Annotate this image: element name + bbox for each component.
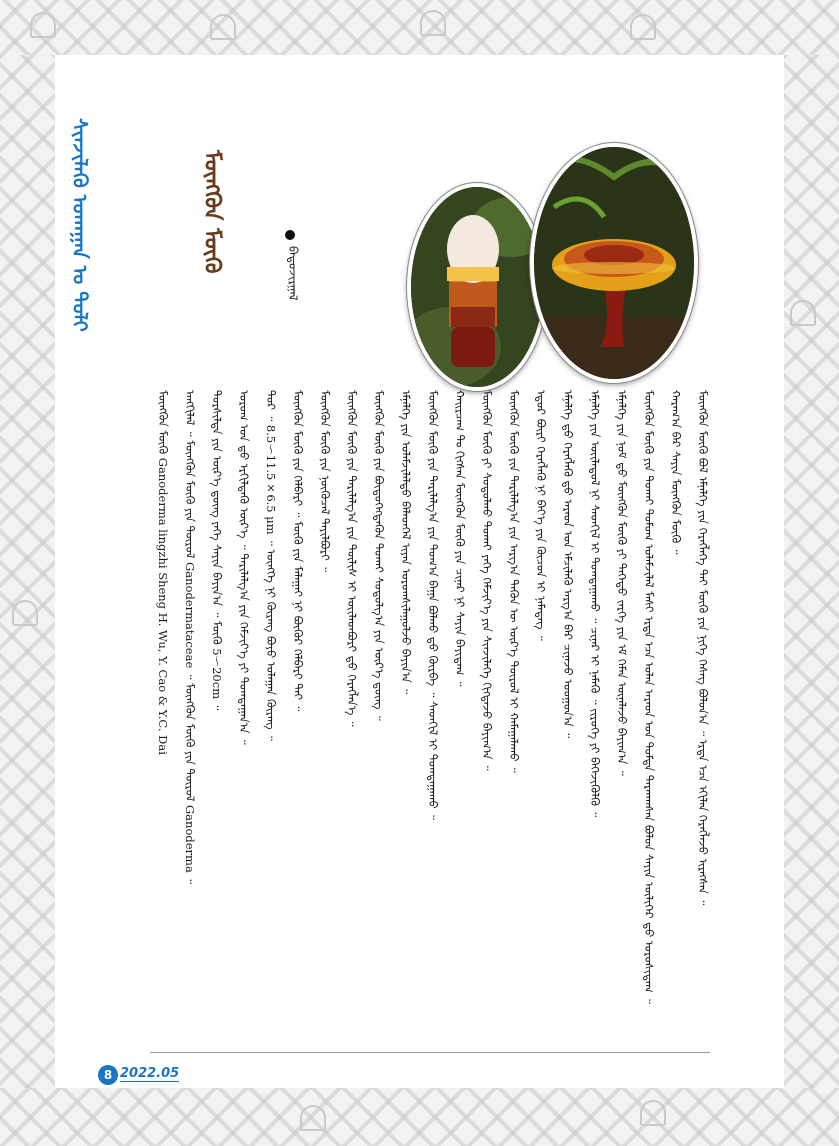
photo-young-mushroom (407, 183, 547, 391)
divider (150, 1052, 710, 1053)
mature-lingzhi-icon (534, 147, 694, 379)
issue-date: 2022.05 (120, 1066, 180, 1081)
text-column: ᠬᠠᠷᠠᠭ᠎ᠠ ᠪᠠᠷ ᠰᠠᠶᠢᠨ ᠮᠥᠩᠭᠦᠨ ᠮᠥᠭᠦ ᠃ (669, 390, 683, 555)
mushroom-icon (630, 14, 656, 40)
mushroom-icon (790, 300, 816, 326)
mushroom-icon (300, 1105, 326, 1131)
text-column: ᠠᠩᠭᠢᠯᠠᠯ ᠃ ᠮᠥᠩᠭᠦᠨ ᠮᠥᠭᠦ ᠶᠢᠨ ᠲᠥᠷᠥᠯ Ganodermataceae ᠃ ᠮᠥᠩᠭᠦᠨ ᠮᠥᠭᠦ ᠶᠢᠨ ᠲᠥᠷᠥᠯ Ganoderma ᠃ (183, 390, 197, 885)
photo-mature-mushroom (530, 143, 698, 383)
text-column: ᠮᠥᠩᠭᠦᠨ ᠮᠥᠭᠦ ᠶᠢᠨ ᠬᠡᠯᠪᠡᠷᠢ ᠃ ᠮᠥᠭᠦ ᠶᠢᠨ ᠮᠠᠯᠠᠭᠠᠢ ᠨᠢ ᠪᠦᠭᠦᠷ ᠬᠡᠯᠪᠡᠷᠢ ᠲᠡᠢ ᠃ (291, 390, 305, 712)
text-column: ᠮᠥᠩᠭᠦᠨ ᠮᠥᠭᠦ ᠶᠢᠨ ᠨᠦᠬᠦᠴᠡᠯ ᠲᠠᠶᠢᠯᠪᠤᠷᠢ ᠃ (318, 390, 332, 572)
text-column: ᠳᠤᠷ ᠃ 8.5～11.5×6.5 μm ᠃ ᠥᠩᠭᠡ ᠨᠢ ᠬᠦᠷᠡᠩ ᠪᠤᠶᠤ ᠤᠯᠠᠭᠠᠨ ᠬᠦᠷᠡᠩ ᠃ (264, 390, 278, 741)
mushroom-icon (12, 600, 38, 626)
border-right (784, 55, 839, 1088)
text-column: ᠡᠳᠦᠷ ᠪᠦᠷᠢ ᠬᠡᠷᠡᠭᠯᠡᠬᠦ ᠨᠢ ᠪᠡᠶ᠎ᠡ ᠶᠢᠨ ᠬᠦᠴᠦᠨ ᠢ ᠨᠡᠮᠡᠳᠡᠭ ᠃ (534, 390, 548, 641)
text-column: ᠡᠮᠨᠡᠯᠭᠡ ᠶᠢᠨ ᠨᠣᠮ ᠳ᠋ᠤ ᠮᠥᠩᠭᠦᠨ ᠮᠥᠭᠦ ᠶᠢ ᠳᠡᠭᠡᠳᠦ ᠵᠡᠷᠭᠡ ᠶᠢᠨ ᠡᠮ ᠬᠡᠮᠡᠨ ᠦᠨᠡᠯᠡᠵᠦ ᠪᠠᠶᠢᠭ᠎ᠠ ᠃ (615, 390, 629, 776)
bullet-icon (285, 230, 295, 240)
border-left (0, 55, 55, 1088)
mushroom-icon (210, 14, 236, 40)
border-bottom (0, 1088, 839, 1146)
text-column: ᠮᠥᠩᠭᠦᠨ ᠮᠥᠭᠦ ᠶᠢᠨ ᠪᠦᠲᠦᠭᠡᠭᠳᠡᠬᠦᠨ ᠲᠤᠬᠠᠢ ᠰᠤᠳᠤᠯᠭ᠎ᠠ ᠶᠢᠨ ᠦᠷ᠎ᠡ ᠳ᠋ᠦᠩ ᠃ (372, 390, 386, 721)
mushroom-icon (420, 10, 446, 36)
text-column: ᠡᠮᠨᠡᠯᠭᠡ ᠶᠢᠨ ᠤᠯᠠᠮᠵᠢᠯᠠᠯᠲᠤ ᠪᠡᠯᠡᠳᠬᠡᠯ ᠢᠶᠡᠨ ᠤᠷᠤᠭᠰᠢᠯᠠᠭᠤᠯᠵᠤ ᠪᠠᠶᠢᠨ᠎ᠠ ᠃ (399, 390, 413, 694)
text-column: ᠮᠥᠩᠭᠦᠨ ᠮᠥᠭᠦ Ganoderma lingzhi Sheng H. Wu, Y. Cao & Y.C. Dai (156, 390, 170, 755)
article-title: ᠮᠥᠩᠭᠦᠨ ᠮᠥᠭᠦ (199, 150, 224, 274)
text-column: ᠮᠥᠩᠭᠦᠨ ᠮᠥᠭᠦ ᠶᠢ ᠰᠤᠳᠤᠯᠬᠤ ᠲᠤᠬᠠᠶ ᠶᠡᠬᠡ ᠬᠡᠮᠵᠢᠶ᠎ᠡ ᠶᠢᠨ ᠰᠢᠨᠵᠢᠯᠡᠭᠡ ᠬᠢᠭᠳᠡᠵᠦ ᠪᠠᠶᠢᠭ᠎ᠠ ᠃ (480, 390, 494, 771)
author-name: ᠪᠠᠲᠤᠵᠢᠷᠭᠠᠯ (286, 246, 300, 301)
section-tag: ᠰᠢᠨᠵᠢᠯᠡᠬᠦ ᠤᠬᠠᠭᠠᠨ ᠤ ᠲᠣᠯᠢ (68, 118, 92, 332)
text-column: ᠤᠷᠤᠭ ᠤᠨ ᠳ᠋ᠤ ᠡᠷᠭᠢᠯᠳᠡᠬᠦ ᠦᠷ᠎ᠡ ᠃ ᠲᠠᠷᠢᠯᠠᠯᠭ᠎ᠠ ᠶᠢᠨ ᠬᠡᠮᠵᠢᠶ᠎ᠡ ᠶᠢ ᠲᠣᠭᠲᠠᠭᠠᠨ᠎ᠠ ᠃ (237, 390, 251, 745)
text-column: ᠮᠥᠩᠭᠦᠨ ᠮᠥᠭᠦ ᠶᠢᠨ ᠲᠠᠷᠢᠯᠠᠯᠭ᠎ᠠ ᠶᠢᠨ ᠠᠷᠭ᠎ᠠ ᠲᠡᠭᠦᠨ ᠦ ᠦᠷ᠎ᠡ ᠲᠦᠷᠦᠯ ᠢ ᠬᠠᠮᠠᠭᠠᠯᠠᠬᠤ ᠃ (507, 390, 521, 773)
text-column: ᠡᠮᠨᠡᠯᠭᠡ ᠳ᠋ᠤ ᠬᠡᠷᠡᠭᠯᠡᠬᠦ ᠳ᠋ᠤ ᠠᠷᠠᠳ ᠤᠨ ᠡᠮᠴᠢᠯᠡᠬᠦ ᠠᠷᠭ᠎ᠠ ᠪᠠᠷ ᠴᠢᠨᠠᠵᠤ ᠤᠤᠭᠤᠨ᠎ᠠ ᠃ (561, 390, 575, 739)
text-column: ᠮᠥᠩᠭᠦᠨ ᠮᠥᠭᠦ ᠶᠢᠨ ᠲᠤᠬᠠᠢ ᠳᠣᠮᠤᠭ ᠤᠯᠠᠮᠵᠢᠯᠠᠯ ᠮᠠᠰᠢ ᠡᠷᠲᠡ ᠡᠴᠡ ᠣᠯᠠᠨ ᠠᠷᠠᠳ ᠤᠨ ᠳᠤᠮᠳᠠ ᠲᠠᠷᠬᠠᠭᠰᠠᠨ ᠪᠣᠯᠤᠨ ᠰᠠᠶᠢᠨ ᠦᠯᠢᠭᠡᠷ ᠳ᠋ᠤ ᠣᠷᠣᠰᠢᠳᠠᠭ ᠃ (642, 390, 656, 1004)
young-lingzhi-icon (411, 187, 543, 387)
text-column: ᠡᠮᠨᠡᠯᠭᠡ ᠶᠢᠨ ᠦᠢᠯᠡᠳᠦᠯ ᠨᠢ ᠰᠡᠳᠬᠢᠯ ᠢ ᠲᠣᠭᠲᠠᠭᠠᠬᠤ ᠃ ᠴᠢᠨᠠᠷ ᠢ ᠨᠡᠮᠡᠬᠦ ᠃ ᠵᠢᠷᠦᠬᠡ ᠶᠢ ᠪᠡᠬᠡᠵᠢᠭᠦᠯᠬᠦ ᠃ (588, 390, 602, 818)
text-column: ᠮᠥᠩᠭᠦᠨ ᠮᠥᠭᠦ ᠶᠢᠨ ᠲᠠᠷᠢᠯᠠᠯᠭ᠎ᠠ ᠶᠢᠨ ᠲᠣᠭ᠎ᠠ ᠪᠠᠭᠠ ᠪᠣᠯᠬᠤ ᠳ᠋ᠤ ᠬᠦᠷᠪᠡ ᠃ ᠰᠡᠳᠬᠢᠯ ᠢ ᠲᠣᠭᠲᠠᠭᠠᠬᠤ ᠃ (426, 390, 440, 820)
page-number: 8 (98, 1065, 118, 1085)
mushroom-icon (640, 1100, 666, 1126)
text-column: ᠬᠠᠢᠷᠴᠠᠭ ᠲᠤ ᠬᠢᠭᠰᠡᠨ ᠮᠥᠩᠭᠦᠨ ᠮᠥᠭᠦ ᠶᠢᠨ ᠴᠢᠨᠠᠷ ᠨᠢ ᠰᠠᠶᠢᠨ ᠪᠠᠶᠢᠳᠠᠭ ᠃ (453, 390, 467, 687)
text-column: ᠮᠥᠩᠭᠦᠨ ᠮᠥᠭᠦ ᠶᠢᠨ ᠲᠠᠷᠢᠯᠠᠯᠭ᠎ᠠ ᠶᠢᠨ ᠲᠦᠯᠢᠰ ᠢ ᠦᠢᠯᠡᠳᠪᠦᠷᠢ ᠳ᠋ᠦ ᠬᠡᠷᠡᠭᠯᠡᠨ᠎ᠡ ᠃ (345, 390, 359, 727)
text-column: ᠮᠥᠩᠭᠦᠨ ᠮᠥᠭᠦ ᠪᠣᠯ ᠡᠮᠨᠡᠯᠭᠡ ᠶᠢᠨ ᠬᠡᠷᠡᠭᠯᠡᠭᠡ ᠲᠠᠢ ᠮᠥᠭᠦ ᠶᠢᠨ ᠨᠢᠭᠡ ᠬᠡᠰᠡᠭ ᠪᠣᠯᠤᠨ᠎ᠠ ᠃ ᠡᠷᠲᠡ ᠡᠴᠡ ᠡᠬᠢᠯᠡᠨ ᠬᠡᠷᠡᠭᠯᠡᠵᠦ ᠢᠷᠡᠭᠰᠡᠨ ᠃ (696, 390, 710, 906)
text-column: ᠲᠤᠷᠰᠢᠯᠲᠠ ᠶᠢᠨ ᠦᠷ᠎ᠡ ᠳ᠋ᠦᠩ ᠶᠡᠬᠡ ᠰᠠᠶᠢᠨ ᠪᠠᠶᠢᠨ᠎ᠠ ᠃ ᠮᠥᠭᠦ 5～20cm ᠃ (210, 390, 224, 711)
mushroom-icon (30, 12, 56, 38)
